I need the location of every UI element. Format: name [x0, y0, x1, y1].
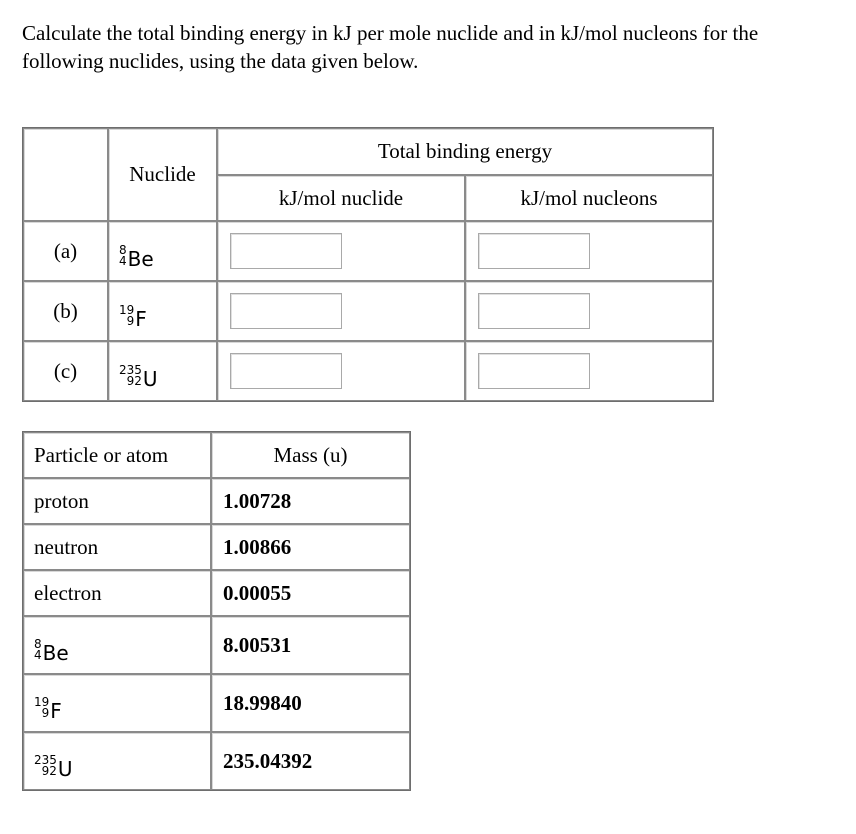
mass-data-table [22, 431, 411, 791]
element-symbol: U [57, 757, 73, 781]
table-row [23, 524, 410, 570]
answer-cell [465, 221, 713, 281]
row-label: (a) [23, 221, 108, 281]
u-kj-per-mol-nucleons-input[interactable] [478, 353, 590, 389]
answer-cell [217, 221, 465, 281]
nuclide-u-235 [23, 732, 211, 790]
binding-energy-table [22, 127, 714, 402]
answer-cell [217, 341, 465, 401]
answer-cell [465, 341, 713, 401]
mass-number: 8 [34, 637, 42, 651]
total-binding-energy-header: Total binding energy [217, 128, 713, 175]
f-kj-per-mol-nuclide-input[interactable] [230, 293, 342, 329]
nuclide-be-8 [108, 221, 217, 281]
element-symbol: F [135, 307, 147, 331]
table-row [23, 281, 713, 341]
atomic-number: 92 [41, 764, 57, 778]
table-row [23, 616, 410, 674]
element-symbol: F [50, 699, 62, 723]
question-text: Calculate the total binding energy in kJ per mole nuclide and in kJ/mol nucleons for the following nuclides, using the data given below. [22, 21, 759, 73]
mass-number: 19 [34, 695, 50, 709]
row-label: (c) [23, 341, 108, 401]
mass-number: 235 [34, 753, 57, 767]
nuclide-mass: 8.00531 [211, 616, 410, 674]
table-row [23, 674, 410, 732]
atomic-number: 4 [34, 648, 42, 662]
mass-number: 235 [119, 363, 142, 377]
kj-per-mol-nuclide-header: kJ/mol nuclide [217, 175, 465, 221]
table-row [23, 221, 713, 281]
f-kj-per-mol-nucleons-input[interactable] [478, 293, 590, 329]
atomic-number: 9 [126, 314, 135, 328]
blank-header-cell [23, 128, 108, 221]
u-kj-per-mol-nuclide-input[interactable] [230, 353, 342, 389]
nuclide-f-19 [23, 674, 211, 732]
nuclide-f-19 [108, 281, 217, 341]
particle-mass: 1.00866 [211, 524, 410, 570]
atomic-number: 9 [41, 706, 50, 720]
particle-column-header: Particle or atom [23, 432, 211, 478]
particle-mass: 0.00055 [211, 570, 410, 616]
atomic-number: 4 [119, 254, 127, 268]
particle-name: proton [23, 478, 211, 524]
be-kj-per-mol-nuclide-input[interactable] [230, 233, 342, 269]
kj-per-mol-nucleons-header: kJ/mol nucleons [465, 175, 713, 221]
nuclide-mass: 235.04392 [211, 732, 410, 790]
table-row [23, 570, 410, 616]
element-symbol: Be [42, 641, 69, 665]
element-symbol: U [142, 367, 158, 391]
nuclide-mass: 18.99840 [211, 674, 410, 732]
answer-cell [465, 281, 713, 341]
answer-cell [217, 281, 465, 341]
mass-number: 8 [119, 243, 127, 257]
nuclide-u-235 [108, 341, 217, 401]
nuclide-column-header: Nuclide [108, 128, 217, 221]
particle-name: neutron [23, 524, 211, 570]
mass-column-header: Mass (u) [211, 432, 410, 478]
table-row [23, 478, 410, 524]
nuclide-be-8 [23, 616, 211, 674]
atomic-number: 92 [126, 374, 142, 388]
particle-mass: 1.00728 [211, 478, 410, 524]
be-kj-per-mol-nucleons-input[interactable] [478, 233, 590, 269]
element-symbol: Be [127, 247, 154, 271]
mass-number: 19 [119, 303, 135, 317]
table-row [23, 732, 410, 790]
table-row [23, 341, 713, 401]
row-label: (b) [23, 281, 108, 341]
particle-name: electron [23, 570, 211, 616]
